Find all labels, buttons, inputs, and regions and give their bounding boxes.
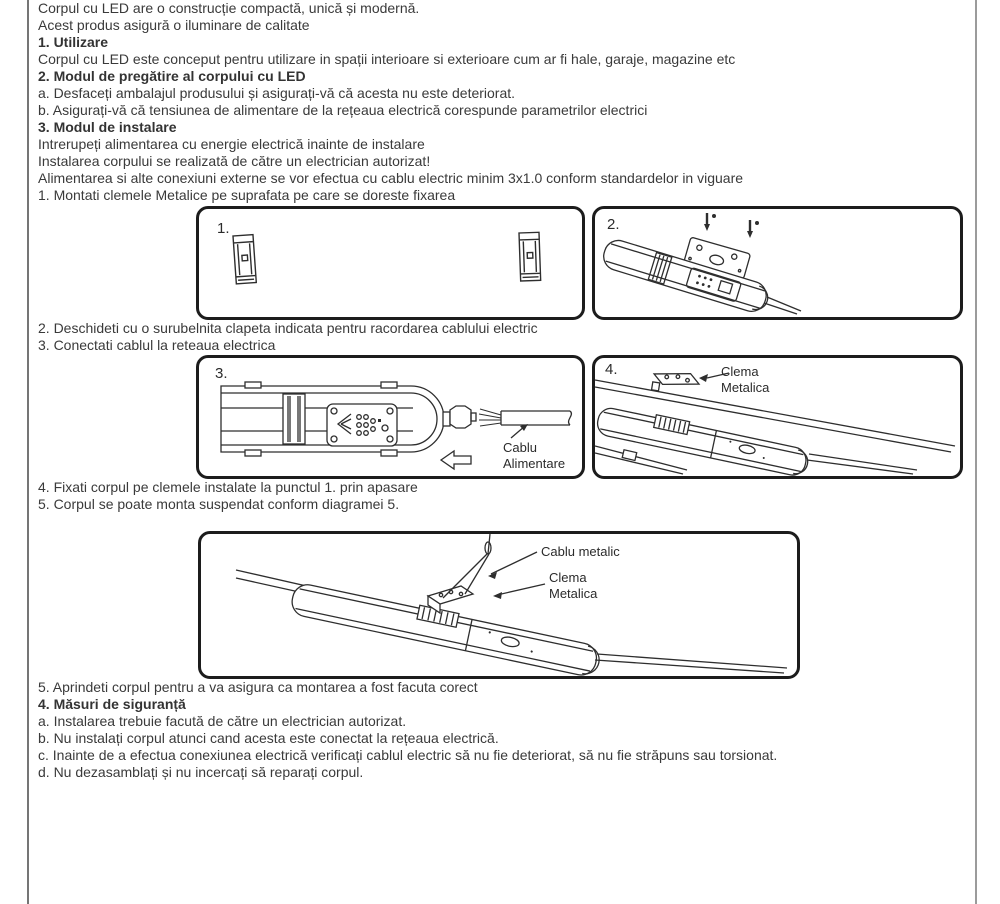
figure-5-clamp-label-line1: Clema (549, 570, 587, 585)
figure-4-clamp-label-line1: Clema (721, 364, 759, 379)
figure-3-cable-label-line2: Alimentare (503, 456, 566, 471)
step-line-2: 2. Deschideti cu o surubelnita clapeta indicata pentru racordarea cablului electric (38, 320, 538, 336)
arrowhead-icon (699, 374, 708, 382)
section-siguranta-line-d: d. Nu dezasamblați și nu incercați să reparați corpul. (38, 764, 364, 780)
intro-line-1: Corpul cu LED are o construcție compactă, unică și modernă. (38, 0, 420, 16)
label-pointer-line (497, 584, 545, 595)
section-siguranta-line-b: b. Nu instalați corpul atunci cand acesta este conectat la rețeaua electrică. (38, 730, 499, 746)
section-instalare-line-3: Alimentarea si alte conexiuni externe se vor efectua cu cablu electric minim 3x1.0 conform standardelor in viguare (38, 170, 744, 186)
screw-icon (704, 213, 716, 231)
power-cable-icon (479, 409, 571, 426)
left-arrow-icon (441, 451, 471, 469)
figure-1-illustration (199, 209, 582, 317)
page-left-edge-line (27, 0, 29, 904)
figure-box-1 (196, 206, 585, 320)
figure-box-2 (592, 206, 963, 320)
led-fixture-icon (600, 237, 771, 315)
figure-5-clamp-label (549, 570, 597, 602)
cable-gland-icon (443, 406, 476, 428)
section-instalare-line-1: Intrerupeți alimentarea cu energie electrică inainte de instalare (38, 136, 425, 152)
step-line-6: 5. Aprindeti corpul pentru a va asigura ca montarea a fost facuta corect (38, 679, 478, 695)
figure-3-cable-label (503, 440, 565, 472)
arrowhead-icon (493, 592, 502, 599)
figure-2-illustration (595, 209, 960, 317)
terminal-block-icon (327, 404, 397, 446)
screw-icon (747, 220, 759, 238)
suspension-cable-icon (443, 534, 491, 598)
section-heading-instalare: 3. Modul de instalare (38, 119, 177, 135)
page-right-edge-line (975, 0, 977, 904)
figure-4-illustration (595, 358, 960, 476)
figure-row-2 (196, 355, 968, 479)
figure-box-4 (592, 355, 963, 479)
step-line-5: 5. Corpul se poate monta suspendat conform diagramei 5. (38, 496, 400, 512)
metal-clip-icon (233, 235, 256, 284)
figure-5-clamp-label-line2: Metalica (549, 586, 598, 601)
document-content (38, 0, 968, 781)
intro-line-2: Acest produs asigură o iluminare de calitate (38, 17, 310, 33)
figure-3-cable-label-line1: Cablu (503, 440, 537, 455)
figure-box-3 (196, 355, 585, 479)
metal-clamp-icon (652, 368, 701, 397)
figure-number-1: 1. (217, 220, 230, 237)
label-pointer-line (491, 552, 537, 574)
section-siguranta-line-a: a. Instalarea trebuie facută de către un electrician autorizat. (38, 713, 407, 729)
figure-4-clamp-label-line2: Metalica (721, 380, 770, 395)
section-utilizare-line: Corpul cu LED este conceput pentru utilizare in spații interioare si exterioare cum ar fi hale, garaje, magazine etc (38, 51, 736, 67)
figure-number-3: 3. (215, 365, 228, 382)
section-pregatire-line-a: a. Desfaceți ambalajul produsului și asigurați-vă că acesta nu este deteriorat. (38, 85, 516, 101)
step-line-1: 1. Montati clemele Metalice pe suprafata pe care se doreste fixarea (38, 187, 456, 203)
figure-4-clamp-label (721, 364, 769, 396)
section-siguranta-line-c: c. Inainte de a efectua conexiunea electrică verificați cablul electric să nu fie deteriorat, să nu fie străpuns sau torsionat. (38, 747, 778, 763)
section-heading-siguranta: 4. Măsuri de siguranță (38, 696, 186, 712)
figure-number-4: 4. (605, 361, 618, 378)
figure-number-2: 2. (607, 216, 620, 233)
figure-5-illustration (201, 534, 797, 676)
step-line-3: 3. Conectati cablul la reteaua electrica (38, 337, 276, 353)
section-heading-utilizare: 1. Utilizare (38, 34, 109, 50)
step-line-4: 4. Fixati corpul pe clemele instalate la punctul 1. prin apasare (38, 479, 418, 495)
figure-5-cable-label: Cablu metalic (541, 544, 620, 559)
figure-box-5 (198, 531, 800, 679)
metal-clip-icon (519, 232, 541, 281)
section-heading-pregatire: 2. Modul de pregătire al corpului cu LED (38, 68, 306, 84)
section-pregatire-line-b: b. Asigurați-vă că tensiunea de alimentare de la rețeaua electrică corespunde parametrilor electrici (38, 102, 648, 118)
figure-row-1 (196, 206, 968, 320)
section-instalare-line-2: Instalarea corpului se realizată de către un electrician autorizat! (38, 153, 431, 169)
